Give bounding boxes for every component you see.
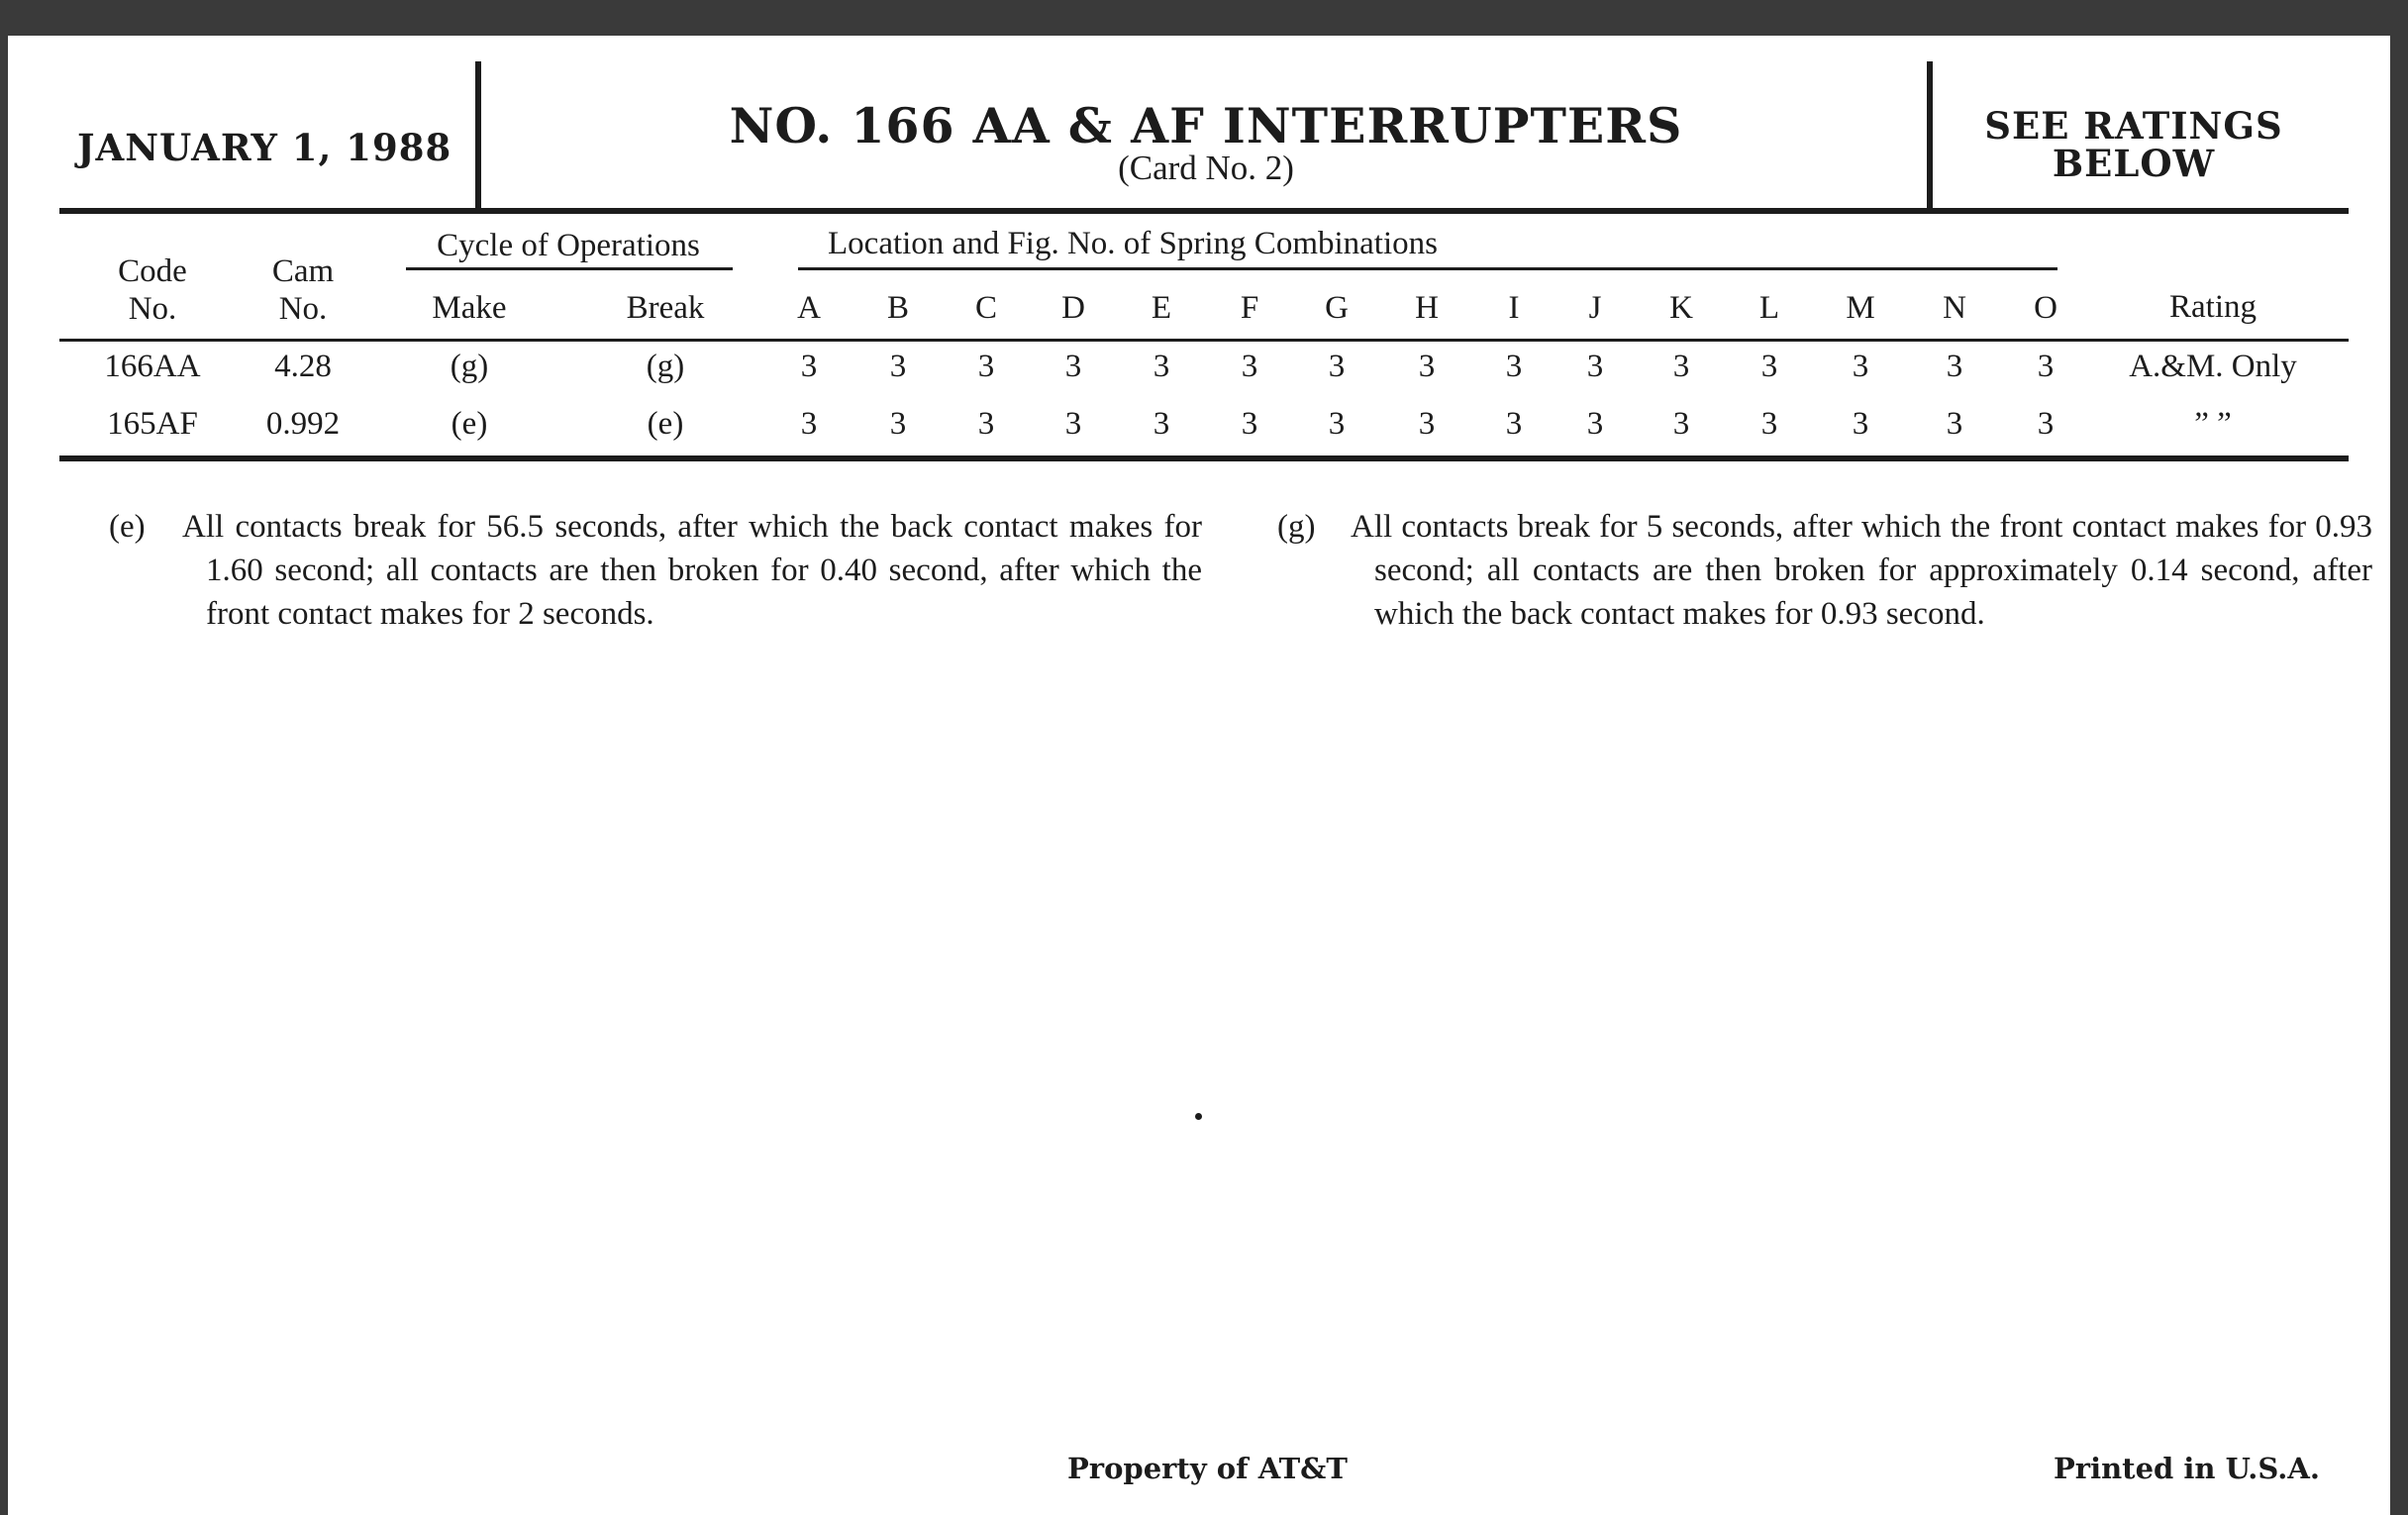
row-spring-value: 3 bbox=[1418, 349, 1436, 384]
col-code-line1: Code bbox=[118, 253, 187, 289]
col-location-letter: A bbox=[797, 290, 821, 326]
col-location-letter: I bbox=[1508, 290, 1520, 326]
col-cam-line2: No. bbox=[278, 291, 328, 327]
footer-printed: Printed in U.S.A. bbox=[2054, 1452, 2320, 1485]
row-spring-value: 3 bbox=[1064, 349, 1082, 384]
row-break: (g) bbox=[646, 349, 685, 384]
row-break: (e) bbox=[647, 406, 684, 442]
row-spring-value: 3 bbox=[1946, 349, 1963, 384]
row-code: 165AF bbox=[107, 406, 198, 442]
row-spring-value: 3 bbox=[1328, 406, 1346, 442]
row-spring-value: 3 bbox=[1241, 349, 1258, 384]
row-code: 166AA bbox=[104, 349, 201, 384]
row-spring-value: 3 bbox=[977, 406, 995, 442]
row-rating: A.&M. Only bbox=[2129, 349, 2297, 384]
row-cam: 4.28 bbox=[274, 349, 332, 384]
card-date: JANUARY 1, 1988 bbox=[77, 126, 452, 169]
col-location-letter: K bbox=[1669, 290, 1693, 326]
table-bottom-rule bbox=[59, 455, 2349, 461]
note-g-mark: (g) bbox=[1277, 509, 1316, 545]
table-header-rule bbox=[59, 339, 2349, 342]
col-break: Break bbox=[626, 290, 705, 326]
row-spring-value: 3 bbox=[1153, 349, 1170, 384]
row-spring-value: 3 bbox=[1064, 406, 1082, 442]
note-e bbox=[109, 505, 1202, 644]
row-spring-value: 3 bbox=[1672, 406, 1690, 442]
row-spring-value: 3 bbox=[1586, 349, 1604, 384]
group-spring-location: Location and Fig. No. of Spring Combinations bbox=[828, 226, 1438, 261]
col-location-letter: M bbox=[1846, 290, 1875, 326]
footer-property: Property of AT&T bbox=[1067, 1452, 1348, 1485]
col-location-letter: D bbox=[1061, 290, 1085, 326]
header-divider-right bbox=[1927, 61, 1933, 210]
row-spring-value: 3 bbox=[1852, 406, 1869, 442]
row-spring-value: 3 bbox=[2037, 349, 2055, 384]
row-spring-value: 3 bbox=[1241, 406, 1258, 442]
col-code-line2: No. bbox=[128, 291, 177, 327]
col-location-letter: H bbox=[1415, 290, 1439, 326]
row-make: (g) bbox=[450, 349, 489, 384]
row-spring-value: 3 bbox=[1505, 349, 1523, 384]
header-rule bbox=[59, 208, 2349, 214]
row-spring-value: 3 bbox=[977, 349, 995, 384]
col-location-letter: J bbox=[1588, 290, 1602, 326]
col-location-letter: C bbox=[974, 290, 998, 326]
location-group-rule bbox=[798, 267, 2057, 270]
row-spring-value: 3 bbox=[800, 406, 818, 442]
row-rating: ” ” bbox=[2194, 406, 2232, 442]
note-e-text: All contacts break for 56.5 seconds, after which the back contact makes for 1.60 second; all contacts are then broken for 0.40 second, after which the front contact makes for 2 seconds. bbox=[182, 509, 1202, 632]
row-spring-value: 3 bbox=[1760, 349, 1778, 384]
col-location-letter: B bbox=[886, 290, 910, 326]
row-spring-value: 3 bbox=[1505, 406, 1523, 442]
col-make: Make bbox=[432, 290, 507, 326]
col-location-letter: E bbox=[1151, 290, 1172, 326]
row-cam: 0.992 bbox=[265, 406, 341, 442]
card-title: NO. 166 AA & AF INTERRUPTERS bbox=[729, 97, 1683, 154]
col-location-letter: F bbox=[1240, 290, 1259, 326]
row-spring-value: 3 bbox=[1153, 406, 1170, 442]
ratings-note bbox=[1941, 104, 2327, 185]
note-g-text: All contacts break for 5 seconds, after which the front contact makes for 0.93 second; all contacts are then broken for approximately 0.14 second, after which the back contact makes for 0.93 second. bbox=[1351, 509, 2372, 632]
print-speck bbox=[1195, 1113, 1202, 1120]
group-cycle-of-operations: Cycle of Operations bbox=[437, 228, 700, 263]
row-spring-value: 3 bbox=[2037, 406, 2055, 442]
col-rating: Rating bbox=[2169, 289, 2257, 325]
row-spring-value: 3 bbox=[1760, 406, 1778, 442]
row-spring-value: 3 bbox=[1586, 406, 1604, 442]
row-make: (e) bbox=[451, 406, 488, 442]
row-spring-value: 3 bbox=[889, 349, 907, 384]
note-g bbox=[1277, 505, 2372, 644]
ratings-note-line2: BELOW bbox=[2052, 142, 2216, 185]
row-spring-value: 3 bbox=[1672, 349, 1690, 384]
row-spring-value: 3 bbox=[1946, 406, 1963, 442]
col-location-letter: O bbox=[2034, 290, 2057, 326]
col-cam-line1: Cam bbox=[271, 253, 335, 289]
cycle-group-rule bbox=[406, 267, 733, 270]
note-e-mark: (e) bbox=[109, 509, 146, 545]
card-subtitle: (Card No. 2) bbox=[1118, 149, 1294, 187]
col-location-letter: G bbox=[1325, 290, 1349, 326]
col-location-letter: L bbox=[1758, 290, 1780, 326]
col-location-letter: N bbox=[1943, 290, 1966, 326]
row-spring-value: 3 bbox=[889, 406, 907, 442]
ratings-note-line1: SEE RATINGS bbox=[1984, 104, 2283, 148]
row-spring-value: 3 bbox=[800, 349, 818, 384]
row-spring-value: 3 bbox=[1328, 349, 1346, 384]
row-spring-value: 3 bbox=[1418, 406, 1436, 442]
row-spring-value: 3 bbox=[1852, 349, 1869, 384]
